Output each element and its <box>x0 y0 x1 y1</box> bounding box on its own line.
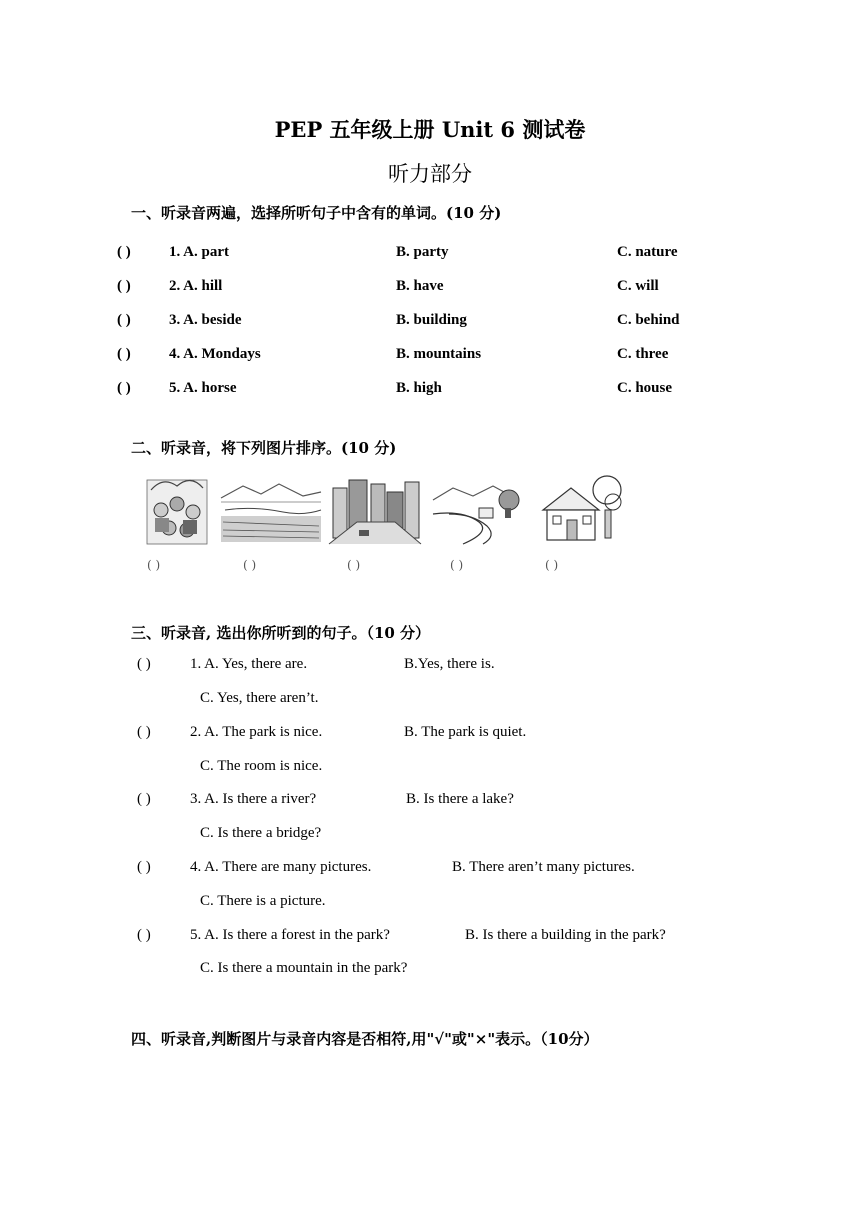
option-b: B. party <box>396 244 449 260</box>
option-a: 1. A. Yes, there are. <box>190 656 308 672</box>
option-b: B. There aren’t many pictures. <box>452 859 635 875</box>
option-b: B. Is there a lake? <box>406 791 514 807</box>
picture-answer-paren[interactable]: ( ) <box>147 558 161 572</box>
answer-paren[interactable]: ( ) <box>117 244 131 260</box>
answer-paren[interactable]: ( ) <box>117 278 131 294</box>
option-a: 2. A. The park is nice. <box>190 724 323 740</box>
picture-answer-paren[interactable]: ( ) <box>450 558 464 572</box>
option-c: C. will <box>617 278 659 294</box>
answer-paren[interactable]: ( ) <box>117 346 131 362</box>
option-c: C. Is there a bridge? <box>200 825 322 841</box>
option-c: C. behind <box>617 312 680 328</box>
option-c: C. Yes, there aren’t. <box>200 690 319 706</box>
answer-paren[interactable]: ( ) <box>117 380 131 396</box>
answer-paren[interactable]: ( ) <box>137 927 151 943</box>
children-picture <box>147 480 207 544</box>
section4-heading: 四、听录音,判断图片与录音内容是否相符,用"√"或"×"表示。（10分） <box>131 1030 599 1048</box>
section2-heading: 二、听录音，将下列图片排序。(10 分) <box>131 439 397 457</box>
answer-paren[interactable]: ( ) <box>137 859 151 875</box>
option-b: B. high <box>396 380 442 396</box>
option-b: B.Yes, there is. <box>404 656 495 672</box>
lake-mountain-picture <box>219 480 323 544</box>
option-a: 5. A. Is there a forest in the park? <box>190 927 390 943</box>
option-a: 4. A. Mondays <box>169 346 261 362</box>
option-a: 4. A. There are many pictures. <box>190 859 372 875</box>
page-title: PEP 五年级上册 Unit 6 测试卷 <box>274 117 586 142</box>
house-tree-picture <box>543 476 621 540</box>
answer-paren[interactable]: ( ) <box>137 791 151 807</box>
option-c: C. three <box>617 346 669 362</box>
option-a: 2. A. hill <box>169 278 223 294</box>
answer-paren[interactable]: ( ) <box>137 724 151 740</box>
city-buildings-picture <box>329 480 421 544</box>
option-b: B. The park is quiet. <box>404 724 527 740</box>
picture-answer-paren[interactable]: ( ) <box>243 558 257 572</box>
answer-paren[interactable]: ( ) <box>117 312 131 328</box>
road-village-picture <box>433 486 519 544</box>
page-subtitle: 听力部分 <box>388 162 472 186</box>
picture-answer-paren[interactable]: ( ) <box>347 558 361 572</box>
option-c: C. The room is nice. <box>200 758 323 774</box>
option-b: B. building <box>396 312 467 328</box>
option-c: C. house <box>617 380 673 396</box>
section3-heading: 三、听录音, 选出你所听到的句子。（10 分） <box>131 624 431 642</box>
option-a: 3. A. beside <box>169 312 242 328</box>
option-b: B. mountains <box>396 346 482 362</box>
option-c: C. There is a picture. <box>200 893 326 909</box>
answer-paren[interactable]: ( ) <box>137 656 151 672</box>
option-a: 1. A. part <box>169 244 229 260</box>
picture-answer-paren[interactable]: ( ) <box>545 558 559 572</box>
option-a: 5. A. horse <box>169 380 237 396</box>
option-b: B. Is there a building in the park? <box>465 927 666 943</box>
option-c: C. Is there a mountain in the park? <box>200 960 408 976</box>
option-c: C. nature <box>617 244 678 260</box>
option-a: 3. A. Is there a river? <box>190 791 317 807</box>
section1-heading: 一、听录音两遍，选择所听句子中含有的单词。(10 分) <box>131 204 502 222</box>
option-b: B. have <box>396 278 444 294</box>
